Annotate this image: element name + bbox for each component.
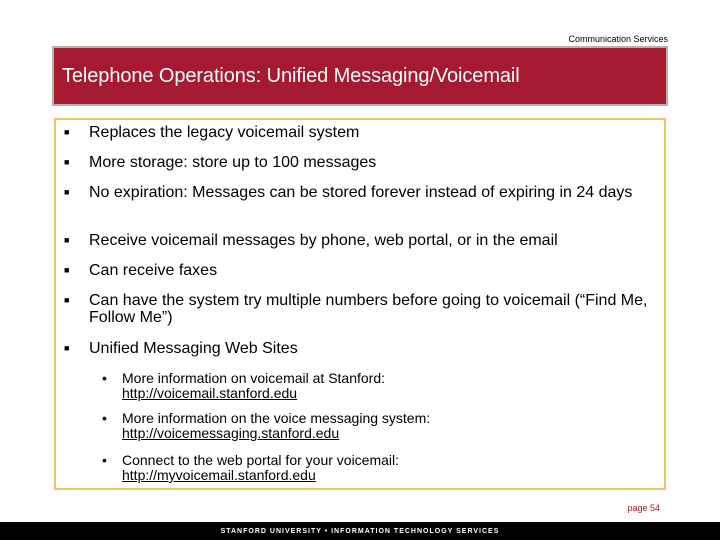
dot-bullet-icon: • bbox=[102, 452, 107, 468]
square-bullet-icon: ■ bbox=[64, 127, 70, 137]
page-number: page 54 bbox=[627, 503, 660, 513]
slide-title: Telephone Operations: Unified Messaging/Voicemail bbox=[62, 64, 520, 87]
footer-text: STANFORD UNIVERSITY • INFORMATION TECHNOLOGY SERVICES bbox=[220, 527, 500, 535]
dot-bullet-icon: • bbox=[102, 410, 107, 426]
dot-bullet-icon: • bbox=[102, 370, 107, 386]
footer-bar bbox=[0, 522, 720, 540]
section-label: Communication Services bbox=[568, 34, 668, 44]
sub-bullet-text: More information on the voice messaging system: bbox=[122, 410, 431, 426]
bullet-text: Can receive faxes bbox=[89, 262, 218, 279]
square-bullet-icon: ■ bbox=[64, 343, 70, 353]
title-bar bbox=[52, 46, 668, 106]
square-bullet-icon: ■ bbox=[64, 157, 70, 167]
square-bullet-icon: ■ bbox=[64, 235, 70, 245]
bullet-text: More storage: store up to 100 messages bbox=[89, 154, 377, 171]
bullet-text: Receive voicemail messages by phone, web portal, or in the email bbox=[89, 232, 558, 249]
content-box bbox=[54, 118, 666, 490]
bullet-text: Can have the system try multiple numbers before going to voicemail (“Find Me, Follow Me”) bbox=[89, 292, 648, 326]
square-bullet-icon: ■ bbox=[64, 187, 70, 197]
bullet-text: No expiration: Messages can be stored forever instead of expiring in 24 days bbox=[89, 184, 633, 201]
square-bullet-icon: ■ bbox=[64, 265, 70, 275]
sub-bullet-text: Connect to the web portal for your voicemail: bbox=[122, 452, 400, 468]
voicemessaging-link[interactable]: http://voicemessaging.stanford.edu bbox=[122, 425, 340, 441]
bullet-text: Unified Messaging Web Sites bbox=[89, 340, 298, 357]
square-bullet-icon: ■ bbox=[64, 295, 70, 305]
sub-bullet-text: More information on voicemail at Stanford: bbox=[122, 370, 386, 386]
voicemail-link[interactable]: http://voicemail.stanford.edu bbox=[122, 385, 298, 401]
myvoicemail-link[interactable]: http://myvoicemail.stanford.edu bbox=[122, 467, 316, 483]
bullet-text: Replaces the legacy voicemail system bbox=[89, 124, 360, 141]
